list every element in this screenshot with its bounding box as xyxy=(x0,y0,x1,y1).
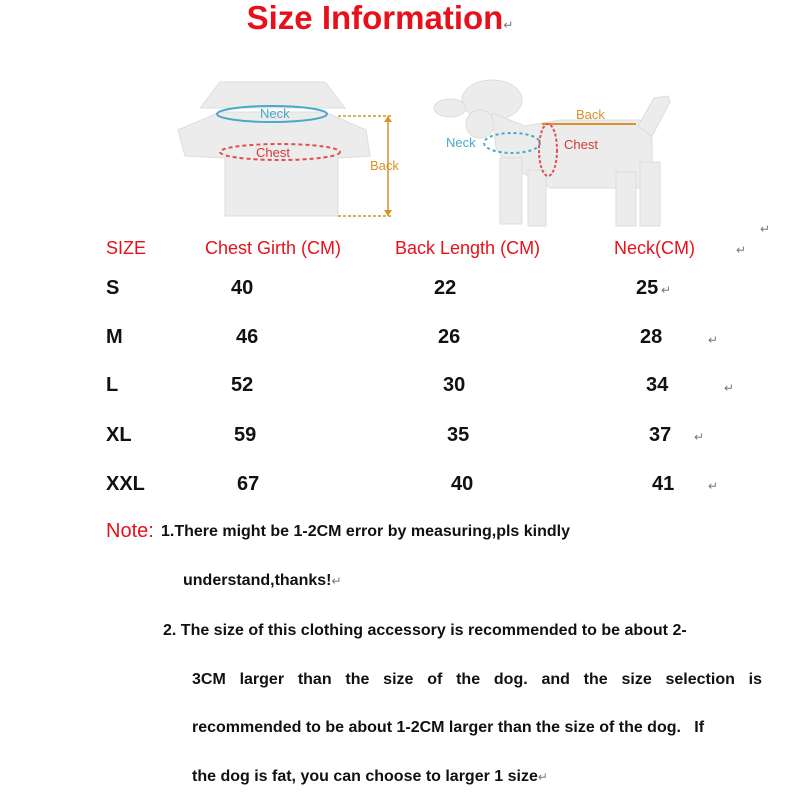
row-back: 35 xyxy=(447,424,470,446)
row-back: 26 xyxy=(438,326,461,348)
row-chest: 59 xyxy=(234,424,257,446)
note-2-line-4: the dog is fat, you can choose to larger 1 size↵ xyxy=(192,768,548,785)
header-neck: Neck(CM) xyxy=(614,238,695,258)
dog-neck-label: Neck xyxy=(446,135,476,150)
row-chest: 67 xyxy=(237,473,260,495)
note-1-line-1: 1.There might be 1-2CM error by measuring,pls kindly xyxy=(161,523,570,540)
row-size: L xyxy=(106,374,119,396)
note-label: Note: xyxy=(106,520,154,542)
paragraph-mark: ↵ xyxy=(724,381,735,395)
paragraph-mark: ↵ xyxy=(661,283,672,297)
row-back: 30 xyxy=(443,374,466,396)
row-neck: 41 xyxy=(652,473,675,495)
row-size: M xyxy=(106,326,123,348)
row-size: XXL xyxy=(106,473,145,495)
row-chest: 46 xyxy=(236,326,259,348)
row-size: XL xyxy=(106,424,132,446)
dog-back-label: Back xyxy=(576,107,605,122)
row-neck: 28 xyxy=(640,326,663,348)
row-neck: 37 xyxy=(649,424,672,446)
row-neck: 34 xyxy=(646,374,669,396)
row-chest: 40 xyxy=(231,277,254,299)
paragraph-mark: ↵ xyxy=(736,243,747,257)
dog-chest-label: Chest xyxy=(564,137,598,152)
row-back: 40 xyxy=(451,473,474,495)
shirt-diagram xyxy=(170,78,430,228)
row-neck: 25 xyxy=(636,277,659,299)
paragraph-mark: ↵ xyxy=(708,333,719,347)
shirt-chest-label: Chest xyxy=(256,145,290,160)
row-back: 22 xyxy=(434,277,457,299)
dog-diagram xyxy=(430,78,690,228)
shirt-neck-label: Neck xyxy=(260,106,290,121)
paragraph-mark: ↵ xyxy=(708,479,719,493)
paragraph-mark: ↵ xyxy=(503,18,514,32)
row-size: S xyxy=(106,277,120,299)
row-chest: 52 xyxy=(231,374,254,396)
header-back: Back Length (CM) xyxy=(395,238,541,258)
shirt-collar xyxy=(200,82,345,108)
paragraph-mark: ↵ xyxy=(694,430,705,444)
note-2-line-2: 3CM larger than the size of the dog. and the size selection is xyxy=(192,671,762,688)
paragraph-mark: ↵ xyxy=(760,222,771,236)
shirt-back-label: Back xyxy=(370,158,399,173)
note-2-line-1: 2. The size of this clothing accessory is recommended to be about 2- xyxy=(163,622,687,639)
header-chest: Chest Girth (CM) xyxy=(205,238,342,258)
shirt-body xyxy=(178,112,370,216)
page-title: Size Information↵ xyxy=(246,0,514,36)
note-2-line-3: recommended to be about 1-2CM larger than the size of the dog. If xyxy=(192,719,705,736)
header-size: SIZE xyxy=(106,238,147,258)
note-1-line-2: understand,thanks!↵ xyxy=(183,572,342,589)
